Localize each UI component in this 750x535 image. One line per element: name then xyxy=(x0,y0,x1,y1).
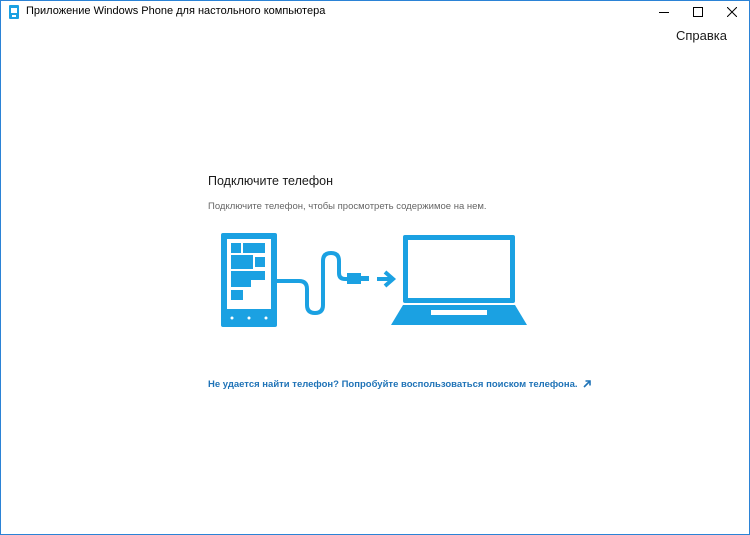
page-description: Подключите телефон, чтобы просмотреть содержимое на нем. xyxy=(208,201,487,212)
phone-icon xyxy=(221,233,277,327)
find-phone-link[interactable] xyxy=(208,379,591,391)
find-phone-link-text: Не удается найти телефон? Попробуйте воспользоваться поиском телефона. xyxy=(208,379,578,390)
connect-phone-panel xyxy=(208,174,628,212)
close-button[interactable] xyxy=(715,1,749,23)
usb-cable-icon xyxy=(277,253,369,313)
title-bar[interactable] xyxy=(1,1,749,23)
window-title: Приложение Windows Phone для настольного компьютера xyxy=(26,5,326,17)
laptop-icon xyxy=(391,235,527,325)
minimize-button[interactable] xyxy=(647,1,681,23)
maximize-button[interactable] xyxy=(681,1,715,23)
external-link-arrow-icon xyxy=(583,380,591,391)
arrow-right-icon xyxy=(377,272,393,286)
maximize-icon xyxy=(693,7,703,17)
page-title: Подключите телефон xyxy=(208,174,333,188)
help-link[interactable]: Справка xyxy=(676,28,727,43)
close-icon xyxy=(727,7,737,17)
phone-app-icon xyxy=(9,5,19,19)
window-controls xyxy=(647,1,749,23)
connect-illustration xyxy=(221,233,531,333)
minimize-icon xyxy=(659,7,669,17)
